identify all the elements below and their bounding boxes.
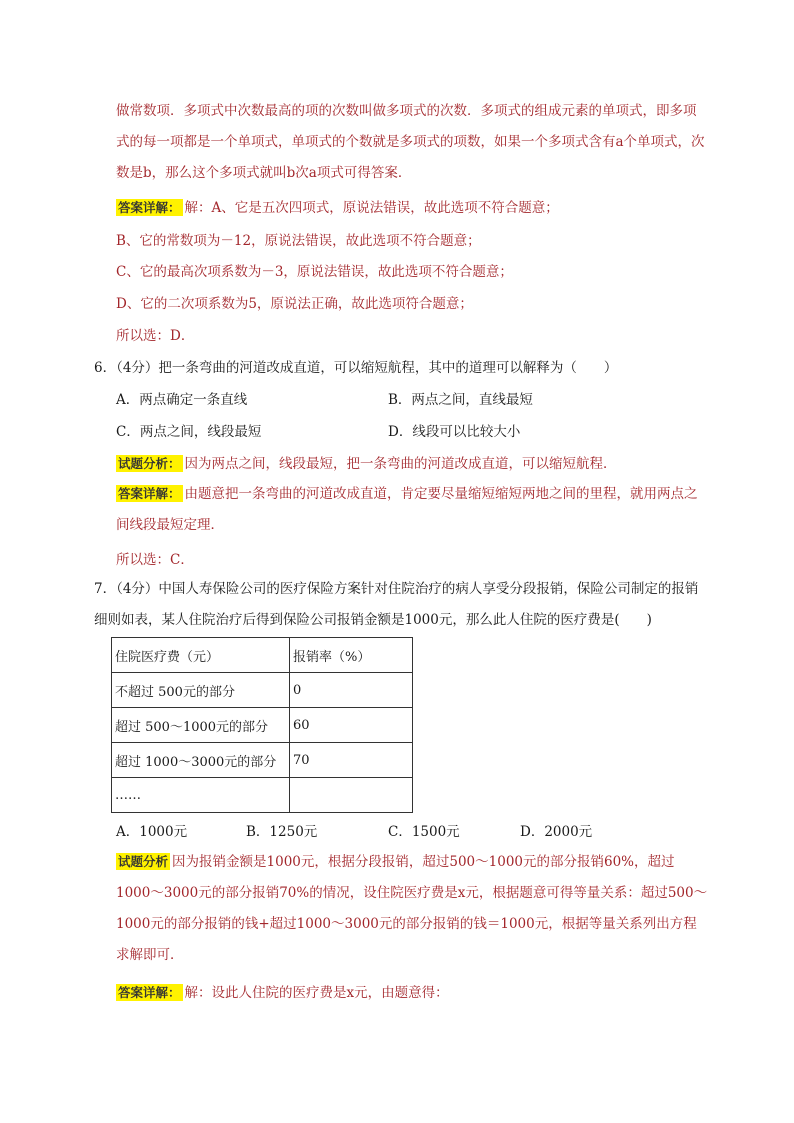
q5-answer-b: B、它的常数项为－12，原说法错误，故此选项不符合题意；	[116, 233, 481, 249]
table-row	[112, 673, 413, 708]
table-header-cell: 报销率（%）	[290, 638, 413, 673]
q7-option-b: B．1250元	[246, 824, 318, 840]
table-row	[112, 778, 413, 813]
q6-stem: 6．（4分）把一条弯曲的河道改成直道，可以缩短航程，其中的道理可以解释为（ ）	[94, 360, 618, 376]
q7-stem: 7．（4分）中国人寿保险公司的医疗保险方案针对住院治疗的病人享受分段报销，保险公司制定的报销细则如表，某人住院治疗后得到保险公司报销金额是1000元，那么此人住院的医疗费是( )	[94, 581, 699, 628]
table-cell	[290, 778, 413, 813]
table-header-cell: 住院医疗费（元）	[112, 638, 290, 673]
q6-analysis	[116, 452, 617, 472]
q6-analysis-text: 因为两点之间，线段最短，把一条弯曲的河道改成直道，可以缩短航程．	[184, 456, 617, 472]
q6-option-b: B．两点之间，直线最短	[388, 392, 533, 408]
q5-answer-a: 解：A、它是五次四项式，原说法错误，故此选项不符合题意；	[184, 200, 559, 216]
q6-answer-text: 由题意把一条弯曲的河道改成直道，肯定要尽量缩短缩短两地之间的里程，就用两点之间线段最短定理．	[116, 486, 698, 533]
analysis-label: 试题分析：	[118, 456, 181, 471]
table-header-row	[112, 638, 413, 673]
q5-answer-c: C、它的最高次项系数为－3，原说法错误，故此选项不符合题意；	[116, 264, 513, 280]
q5-analysis-continuation: 做常数项．多项式中次数最高的项的次数叫做多项式的次数．多项式的组成元素的单项式，即多项式的每一项都是一个单项式，单项式的个数就是多项式的项数，如果一个多项式含有a个单项式，次数是b，那么这个多项式就叫b次a项式可得答案．	[116, 103, 705, 181]
answer-label: 答案详解：	[118, 200, 181, 215]
table-cell: 60	[290, 708, 413, 743]
q7-option-a: A．1000元	[116, 824, 188, 840]
q5-conclusion: 所以选：D．	[116, 328, 195, 344]
answer-label: 答案详解：	[118, 985, 181, 1000]
q6-option-d: D．线段可以比较大小	[388, 424, 521, 440]
q7-option-d: D．2000元	[520, 824, 593, 840]
reimbursement-table	[111, 637, 413, 813]
q6-answer	[116, 478, 708, 541]
table-cell: 超过 500～1000元的部分	[112, 708, 290, 743]
q7-answer	[116, 981, 449, 1001]
table-row	[112, 708, 413, 743]
q6-conclusion: 所以选：C．	[116, 552, 194, 568]
q6-option-c: C．两点之间，线段最短	[116, 424, 262, 440]
table-cell: ……	[112, 778, 290, 813]
table-cell: 0	[290, 673, 413, 708]
q7-answer-text: 解：设此人住院的医疗费是x元，由题意得：	[184, 985, 449, 1001]
answer-label: 答案详解：	[118, 486, 181, 501]
q7-option-c: C．1500元	[388, 824, 460, 840]
table-cell: 不超过 500元的部分	[112, 673, 290, 708]
table-row	[112, 743, 413, 778]
q5-answer-line	[116, 196, 559, 216]
q6-option-a: A．两点确定一条直线	[116, 392, 248, 408]
q5-answer-d: D、它的二次项系数为5，原说法正确，故此选项符合题意；	[116, 296, 473, 312]
q7-analysis	[116, 846, 708, 971]
table-cell: 超过 1000～3000元的部分	[112, 743, 290, 778]
table-cell: 70	[290, 743, 413, 778]
q7-analysis-text: 因为报销金额是1000元，根据分段报销，超过500～1000元的部分报销60%，超过1000～3000元的部分报销70%的情况，设住院医疗费是x元，根据题意可得等量关系：超过500～1000元的部分报销的钱+超过1000～3000元的部分报销的钱＝1000元，根据等量关系列出方程求解即可．	[116, 854, 708, 963]
analysis-label: 试题分析	[118, 854, 169, 869]
